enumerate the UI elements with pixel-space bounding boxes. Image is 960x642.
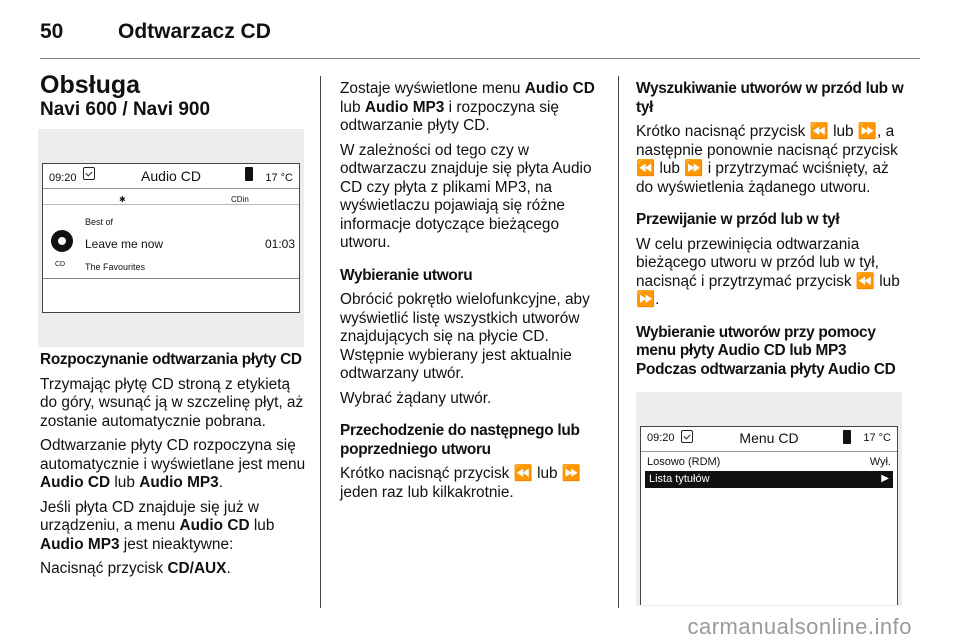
temperature: 17 °C [265, 172, 293, 184]
section-title: Podczas odtwarzania płyty Audio CD [636, 360, 896, 378]
menu-cd-screenshot [636, 392, 902, 606]
paragraph: Odtwarzanie płyty CD rozpoczyna się automatycznie i wyświetlane jest menu Audio CD lub Audio MP3. [40, 437, 306, 491]
divider [43, 278, 299, 279]
cd-source-icon [51, 230, 73, 252]
artist-name: The Favourites [85, 262, 146, 272]
chevron-right-icon: ▶ [881, 473, 889, 484]
paragraph: Krótko nacisnąć przycisk ⏪ lub ⏩, a następnie ponownie nacisnąć przycisk ⏪ lub ⏩ i przytrzymać wciśnięty, aż do wyświetlenia żądanego utworu. [636, 123, 898, 196]
paragraph: Jeśli płyta CD znajduje się już w urządzeniu, a menu Audio CD lub Audio MP3 jest nieaktywne: [40, 498, 275, 553]
paragraph: Trzymając płytę CD stroną z etykietą do góry, wsunąć ją w szczelinę płyt, aż zostanie automatycznie pobrana. [40, 375, 304, 430]
watermark: carmanualsonline.info [687, 614, 912, 639]
cdin-label: CDin [231, 195, 249, 204]
section-title: Przewijanie w przód lub w tył [636, 211, 840, 228]
paragraph: W zależności od tego czy w odtwarzaczu znajduje się płyta Audio CD czy płyta z plikami MP3, na wyświetlaczu pojawiają się różne informacje dotyczące bieżącego utworu. [340, 141, 592, 251]
column-1 [40, 71, 308, 585]
track-list-label: Lista tytułów [649, 473, 710, 485]
source-label: CD [55, 261, 66, 268]
display-frame [640, 426, 898, 605]
paragraph: Obrócić pokrętło wielofunkcyjne, aby wyświetlić listę wszystkich utworów znajdujących się na płycie CD. Wstępnie wybierany jest aktualnie odtwarzany utwór. [340, 291, 590, 382]
paragraph: W celu przewinięcia odtwarzania bieżącego utworu w przód lub w tył, nacisnąć i przytrzymać przycisk ⏪ lub ⏩. [636, 235, 900, 308]
menu-item-track-list[interactable] [645, 471, 893, 488]
menu-item-shuffle[interactable]: Losowo (RDM) [647, 456, 721, 468]
clock-time: 09:20 [647, 432, 675, 444]
clock-time: 09:20 [49, 172, 77, 184]
page-number: 50 [40, 20, 64, 43]
section-title: Wybieranie utworów przy pomocy menu płyty Audio CD lub MP3 [636, 323, 876, 359]
paragraph: Krótko nacisnąć przycisk ⏪ lub ⏩ jeden raz lub kilkakrotnie. [340, 465, 582, 501]
elapsed-time: 01:03 [264, 237, 295, 251]
display-title: Menu CD [739, 430, 799, 446]
screen1-wrapper [40, 129, 308, 351]
header-rule [40, 58, 920, 59]
phone-icon [843, 430, 851, 444]
phone-icon [245, 167, 253, 181]
shuffle-value: Wył. [869, 456, 891, 468]
section-subheading: Navi 600 / Navi 900 [40, 98, 211, 120]
track-title: Leave me now [85, 237, 164, 251]
divider [43, 204, 299, 205]
album-name: Best of [85, 217, 114, 227]
paragraph: Zostaje wyświetlone menu Audio CD lub Audio MP3 i rozpoczyna się odtwarzanie płyty CD. [340, 80, 595, 134]
column-divider-2 [618, 76, 619, 608]
display-title: Audio CD [141, 168, 201, 184]
section-title: Przechodzenie do następnego lub poprzedniego utworu [340, 422, 580, 458]
display-frame [42, 163, 300, 313]
section-heading: Obsługa [40, 71, 141, 99]
bluetooth-icon: ✱ [119, 195, 126, 204]
column-3 [636, 80, 906, 385]
temperature: 17 °C [863, 432, 891, 444]
display-status-bar [641, 427, 897, 452]
display-status-bar [43, 164, 299, 189]
section-title: Wyszukiwanie utworów w przód lub w tył [636, 80, 904, 116]
column-2 [340, 80, 606, 508]
section-title: Rozpoczynanie odtwarzania płyty CD [40, 351, 302, 368]
page-header [40, 14, 920, 54]
audio-cd-screenshot [38, 129, 304, 347]
paragraph: Nacisnąć przycisk CD/AUX. [40, 560, 231, 577]
section-title: Wybieranie utworu [340, 266, 473, 284]
column-divider-1 [320, 76, 321, 608]
paragraph: Wybrać żądany utwór. [340, 389, 492, 407]
chapter-title: Odtwarzacz CD [118, 20, 271, 43]
